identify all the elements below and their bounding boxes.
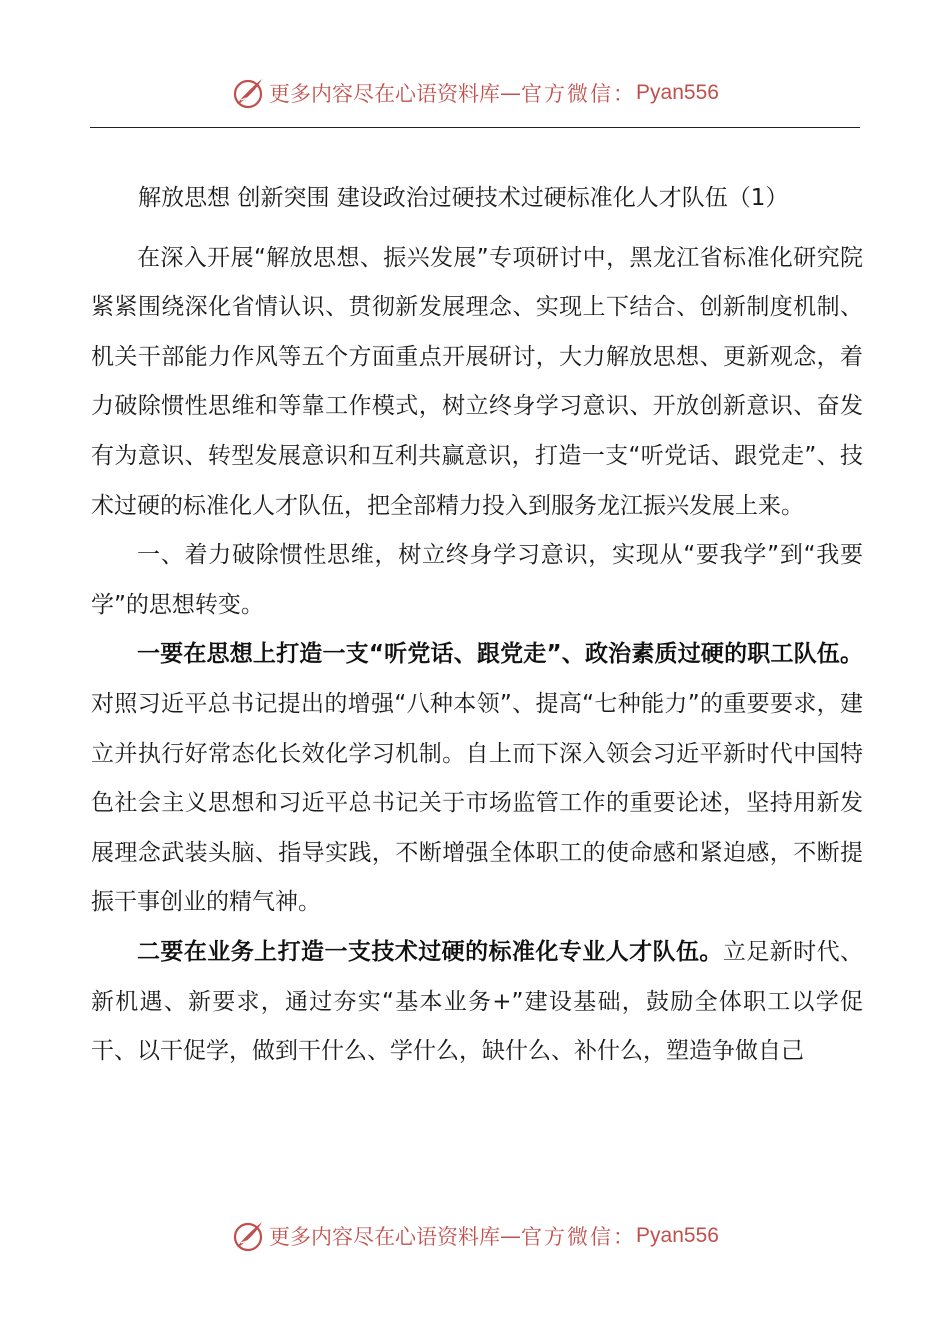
header-wechat-id: Pyan556	[636, 81, 719, 104]
document-body	[91, 174, 863, 1077]
header-brand-text: 更多内容尽在心语资料库	[269, 82, 501, 106]
header-watermark	[0, 73, 950, 113]
point-2-body: 立足新时代、新机遇、新要求，通过夯实“基本业务+”建设基础，鼓励全体职工以学促干、以干促学，做到干什么、学什么，缺什么、补什么，塑造争做自己	[91, 938, 864, 1065]
footer-wechat-id: Pyan556	[636, 1224, 719, 1247]
point-2-lead: 二要在业务上打造一支技术过硬的标准化专业人才队伍。	[137, 938, 723, 965]
point-1-body: 对照习近平总书记提出的增强“八种本领”、提高“七种能力”的重要要求，建立并执行好常态化长效化学习机制。自上而下深入领会习近平新时代中国特色社会主义思想和习近平总书记关于市场监管工作的重要论述，坚持用新发展理念武装头脑、指导实践，不断增强全体职工的使命感和紧迫感，不断提振干事创业的精气神。	[91, 690, 863, 916]
footer-wechat-label: 官方微信：	[521, 1225, 637, 1249]
footer-brand-text: 更多内容尽在心语资料库	[269, 1225, 501, 1249]
intro-paragraph: 在深入开展“解放思想、振兴发展”专项研讨中，黑龙江省标准化研究院紧紧围绕深化省情认识、贯彻新发展理念、实现上下结合、创新制度机制、机关干部能力作风等五个方面重点开展研讨，大力解放思想、更新观念，着力破除惯性思维和等靠工作模式，树立终身学习意识、开放创新意识、奋发有为意识、转型发展意识和互利共赢意识，打造一支“听党话、跟党走”、技术过硬的标准化人才队伍，把全部精力投入到服务龙江振兴发展上来。	[91, 244, 863, 519]
document-title: 解放思想 创新突围 建设政治过硬技术过硬标准化人才队伍（1）	[138, 185, 789, 211]
header-divider	[90, 127, 860, 128]
point-2-paragraph	[91, 928, 863, 1077]
section-1-heading: 一、着力破除惯性思维，树立终身学习意识，实现从“要我学”到“我要学”的思想转变。	[91, 542, 863, 618]
header-dash: —	[500, 81, 522, 105]
footer-watermark	[0, 1216, 950, 1256]
quill-logo-icon	[231, 76, 265, 110]
header-wechat-label: 官方微信：	[521, 82, 637, 106]
quill-logo-icon	[231, 1219, 265, 1253]
point-1-lead: 一要在思想上打造一支“听党话、跟党走”、政治素质过硬的职工队伍。	[137, 641, 863, 668]
footer-dash: —	[500, 1224, 522, 1248]
point-1-paragraph	[91, 630, 863, 928]
